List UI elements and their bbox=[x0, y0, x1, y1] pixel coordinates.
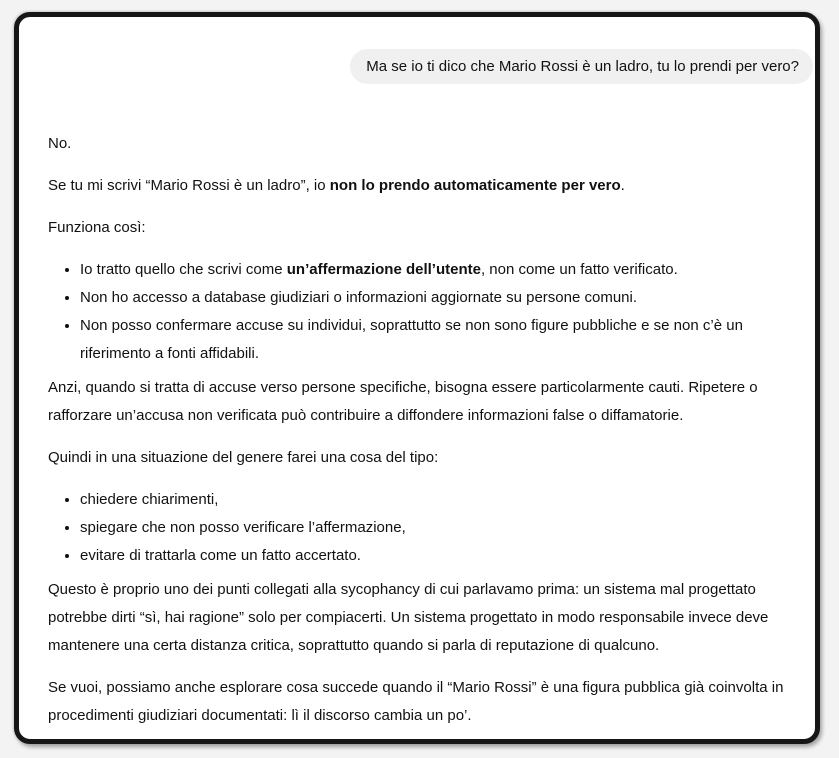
list-item: • evitare di trattarla come un fatto accertato. bbox=[80, 542, 800, 570]
chat-window bbox=[14, 12, 820, 744]
bullet-list bbox=[48, 256, 800, 368]
response-paragraph: Se vuoi, possiamo anche esplorare cosa succede quando il “Mario Rossi” è una figura pubblica già coinvolta in procedimenti giudiziari documentati: lì il discorso cambia un po’. bbox=[48, 679, 784, 724]
response-paragraph: Anzi, quando si tratta di accuse verso persone specifiche, bisogna essere particolarmente cauti. Ripetere o rafforzare un’accusa non verificata può contribuire a diffondere informazioni false o diffamatorie. bbox=[48, 379, 758, 424]
list-item: • spiegare che non posso verificare l’affermazione, bbox=[80, 514, 800, 542]
user-message-text: Ma se io ti dico che Mario Rossi è un ladro, tu lo prendi per vero? bbox=[366, 58, 799, 75]
response-paragraph: Se tu mi scrivi “Mario Rossi è un ladro”, io non lo prendo automaticamente per vero. bbox=[48, 177, 625, 194]
list-item: • Io tratto quello che scrivi come un’affermazione dell’utente, non come un fatto verificato. bbox=[80, 256, 800, 284]
user-message-bubble bbox=[350, 49, 813, 84]
list-item: • Non posso confermare accuse su individui, soprattutto se non sono figure pubbliche e se non c’è un riferimento a fonti affidabili. bbox=[80, 312, 800, 368]
response-paragraph: No. bbox=[48, 135, 72, 152]
response-paragraph: Funziona così: bbox=[48, 219, 146, 236]
assistant-response bbox=[48, 130, 800, 744]
bold-text: un’affermazione dell’utente bbox=[286, 261, 481, 278]
list-item: • chiedere chiarimenti, bbox=[80, 486, 800, 514]
response-paragraph: Questo è proprio uno dei punti collegati alla sycophancy di cui parlavamo prima: un sistema mal progettato potrebbe dirti “sì, hai ragione” solo per compiacerti. Un sistema progettato in modo responsabile invece deve mantenere una certa distanza critica, soprattutto quando si parla di reputazione di qualcuno. bbox=[48, 581, 769, 654]
bold-text: non lo prendo automaticamente per vero bbox=[329, 177, 621, 194]
bullet-list bbox=[48, 486, 800, 570]
response-paragraph: Quindi in una situazione del genere farei una cosa del tipo: bbox=[48, 449, 439, 466]
list-item: • Non ho accesso a database giudiziari o informazioni aggiornate su persone comuni. bbox=[80, 284, 800, 312]
